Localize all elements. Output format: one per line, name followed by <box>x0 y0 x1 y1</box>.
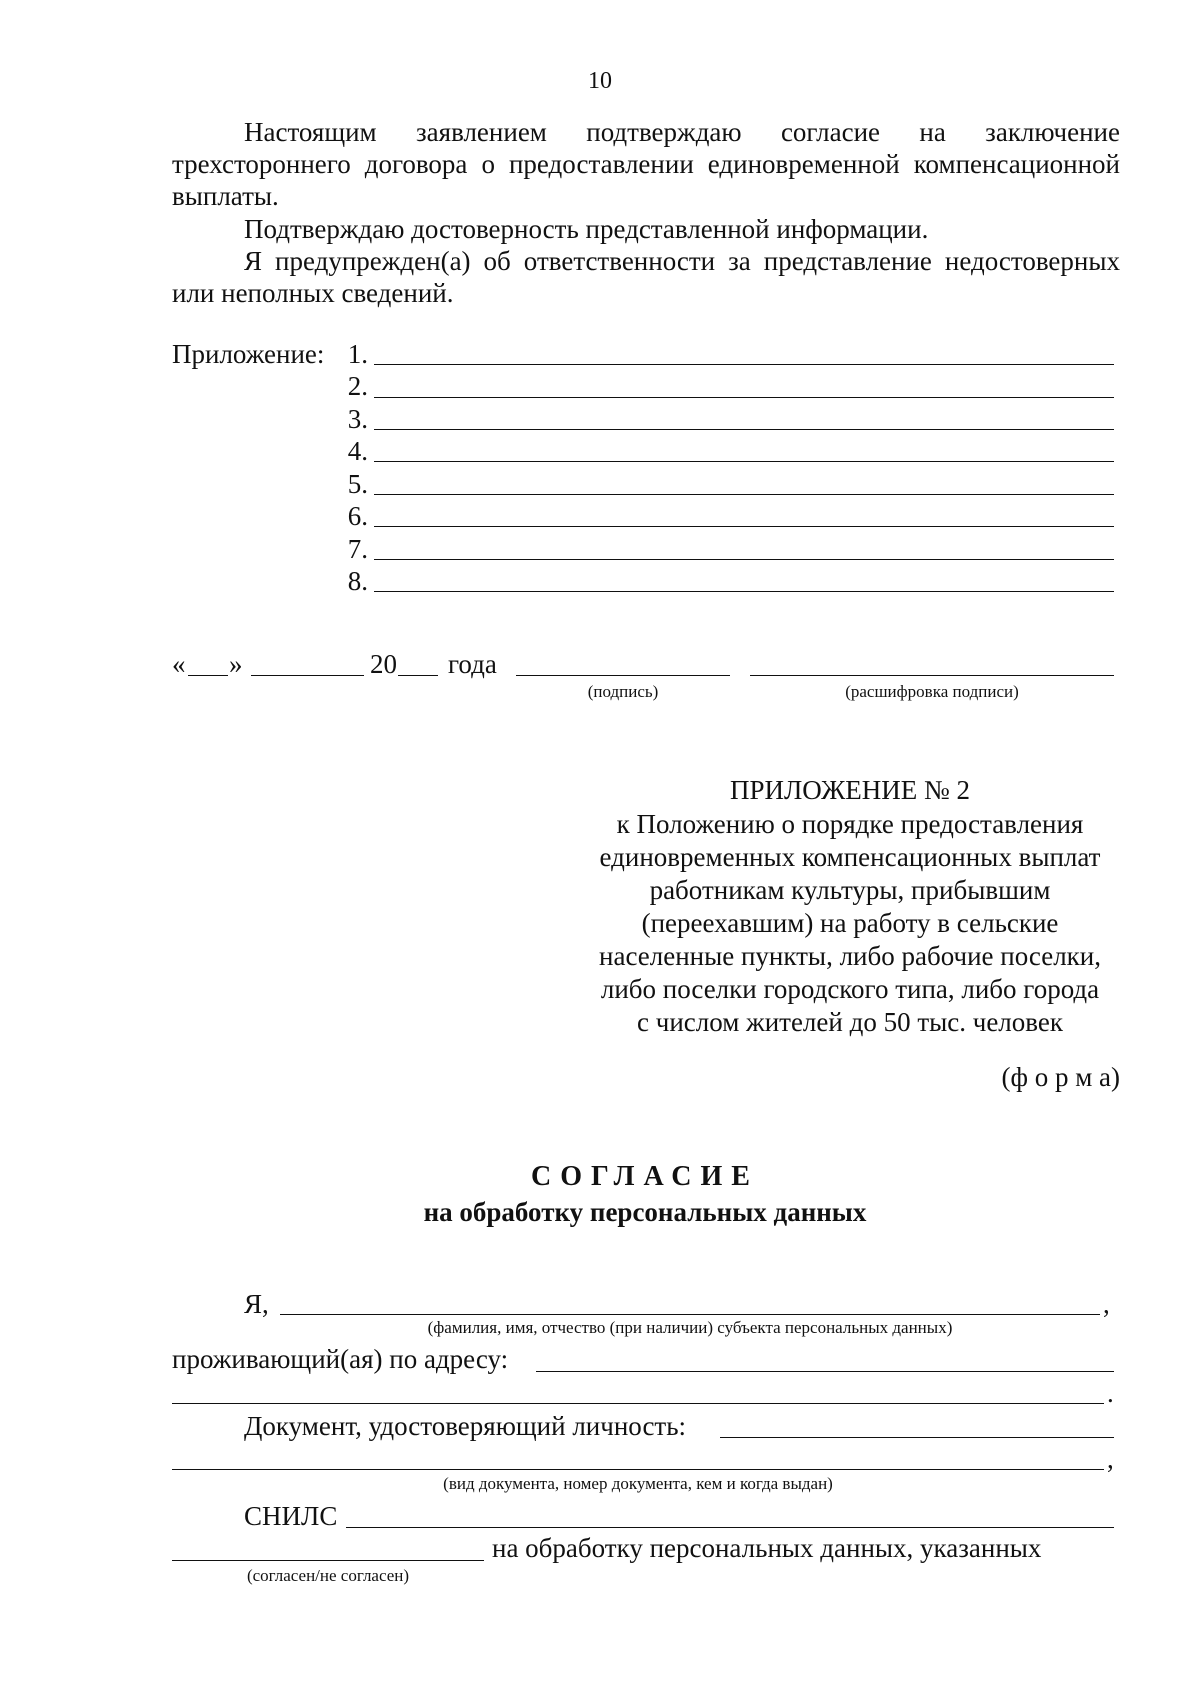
attachment-line-2[interactable] <box>374 397 1114 398</box>
form-note: (ф о р м а) <box>1001 1062 1120 1092</box>
signature-caption: (подпись) <box>587 682 659 701</box>
attachment-number: 2. <box>347 371 368 401</box>
date-open-quote: « <box>172 649 186 679</box>
attachment-number: 8. <box>347 566 368 596</box>
address-field-1[interactable] <box>536 1371 1114 1372</box>
annex-line: либо поселки городского типа, либо города <box>600 974 1100 1004</box>
snils-label: СНИЛС <box>244 1501 338 1531</box>
attachment-line-4[interactable] <box>374 461 1114 462</box>
consent-i-label: Я, <box>244 1289 269 1319</box>
annex-line: населенные пункты, либо рабочие поселки, <box>599 941 1101 971</box>
statement-confirm: Подтверждаю достоверность представленной информации. <box>244 214 929 244</box>
annex-line: с числом жителей до 50 тыс. человек <box>637 1007 1063 1037</box>
attachment-number: 7. <box>347 534 368 564</box>
address-field-2[interactable] <box>172 1403 1104 1404</box>
document-field-1[interactable] <box>720 1437 1114 1438</box>
attachments-label: Приложение: <box>172 339 325 369</box>
date-year-field[interactable] <box>398 675 438 676</box>
statement-warning-line-1: Я предупрежден(а) об ответственности за представление недостоверных <box>244 246 1120 276</box>
agree-field[interactable] <box>172 1560 484 1561</box>
annex-line: (переехавшим) на работу в сельские <box>641 908 1059 938</box>
document-comma: , <box>1107 1444 1114 1474</box>
annex-heading: ПРИЛОЖЕНИЕ № 2 <box>729 775 971 805</box>
statement-line-2: трехстороннего договора о предоставлении единовременной компенсационной <box>172 149 1120 179</box>
attachment-line-8[interactable] <box>374 591 1114 592</box>
signature-decoding-caption: (расшифровка подписи) <box>845 682 1019 701</box>
snils-field[interactable] <box>346 1527 1114 1528</box>
date-day-field[interactable] <box>188 675 228 676</box>
date-month-field[interactable] <box>251 675 364 676</box>
full-name-field[interactable] <box>280 1314 1100 1315</box>
processing-text: на обработку персональных данных, указанных <box>492 1533 1042 1563</box>
document-field-2[interactable] <box>172 1469 1104 1470</box>
attachment-line-5[interactable] <box>374 494 1114 495</box>
consent-title: СОГЛАСИЕ <box>531 1161 759 1192</box>
attachment-number: 1. <box>347 339 368 369</box>
annex-line: к Положению о порядке предоставления <box>616 809 1084 839</box>
full-name-caption: (фамилия, имя, отчество (при наличии) субъекта персональных данных) <box>427 1318 953 1337</box>
statement-line-3: выплаты. <box>172 181 279 211</box>
attachment-line-3[interactable] <box>374 429 1114 430</box>
address-label: проживающий(ая) по адресу: <box>172 1344 509 1374</box>
signature-decoding-field[interactable] <box>750 675 1114 676</box>
annex-line: единовременных компенсационных выплат <box>599 842 1101 872</box>
document-caption: (вид документа, номер документа, кем и когда выдан) <box>443 1474 833 1493</box>
attachment-number: 3. <box>347 404 368 434</box>
name-comma: , <box>1103 1289 1110 1319</box>
document-label: Документ, удостоверяющий личность: <box>244 1411 687 1441</box>
page-number: 10 <box>588 68 612 94</box>
attachment-number: 4. <box>347 436 368 466</box>
agree-caption: (согласен/не согласен) <box>246 1566 410 1585</box>
date-year-prefix: 20 <box>370 649 397 679</box>
attachment-line-1[interactable] <box>374 364 1114 365</box>
annex-line: работникам культуры, прибывшим <box>649 875 1051 905</box>
date-year-suffix: года <box>448 649 497 679</box>
date-close-quote: » <box>229 649 243 679</box>
attachment-number: 6. <box>347 501 368 531</box>
attachment-line-6[interactable] <box>374 526 1114 527</box>
consent-subtitle: на обработку персональных данных <box>423 1197 867 1227</box>
attachment-line-7[interactable] <box>374 559 1114 560</box>
signature-field[interactable] <box>516 675 730 676</box>
address-period: . <box>1107 1378 1114 1408</box>
statement-warning-line-2: или неполных сведений. <box>172 278 454 308</box>
statement-line-1: Настоящим заявлением подтверждаю согласие на заключение <box>244 117 1120 147</box>
attachment-number: 5. <box>347 469 368 499</box>
